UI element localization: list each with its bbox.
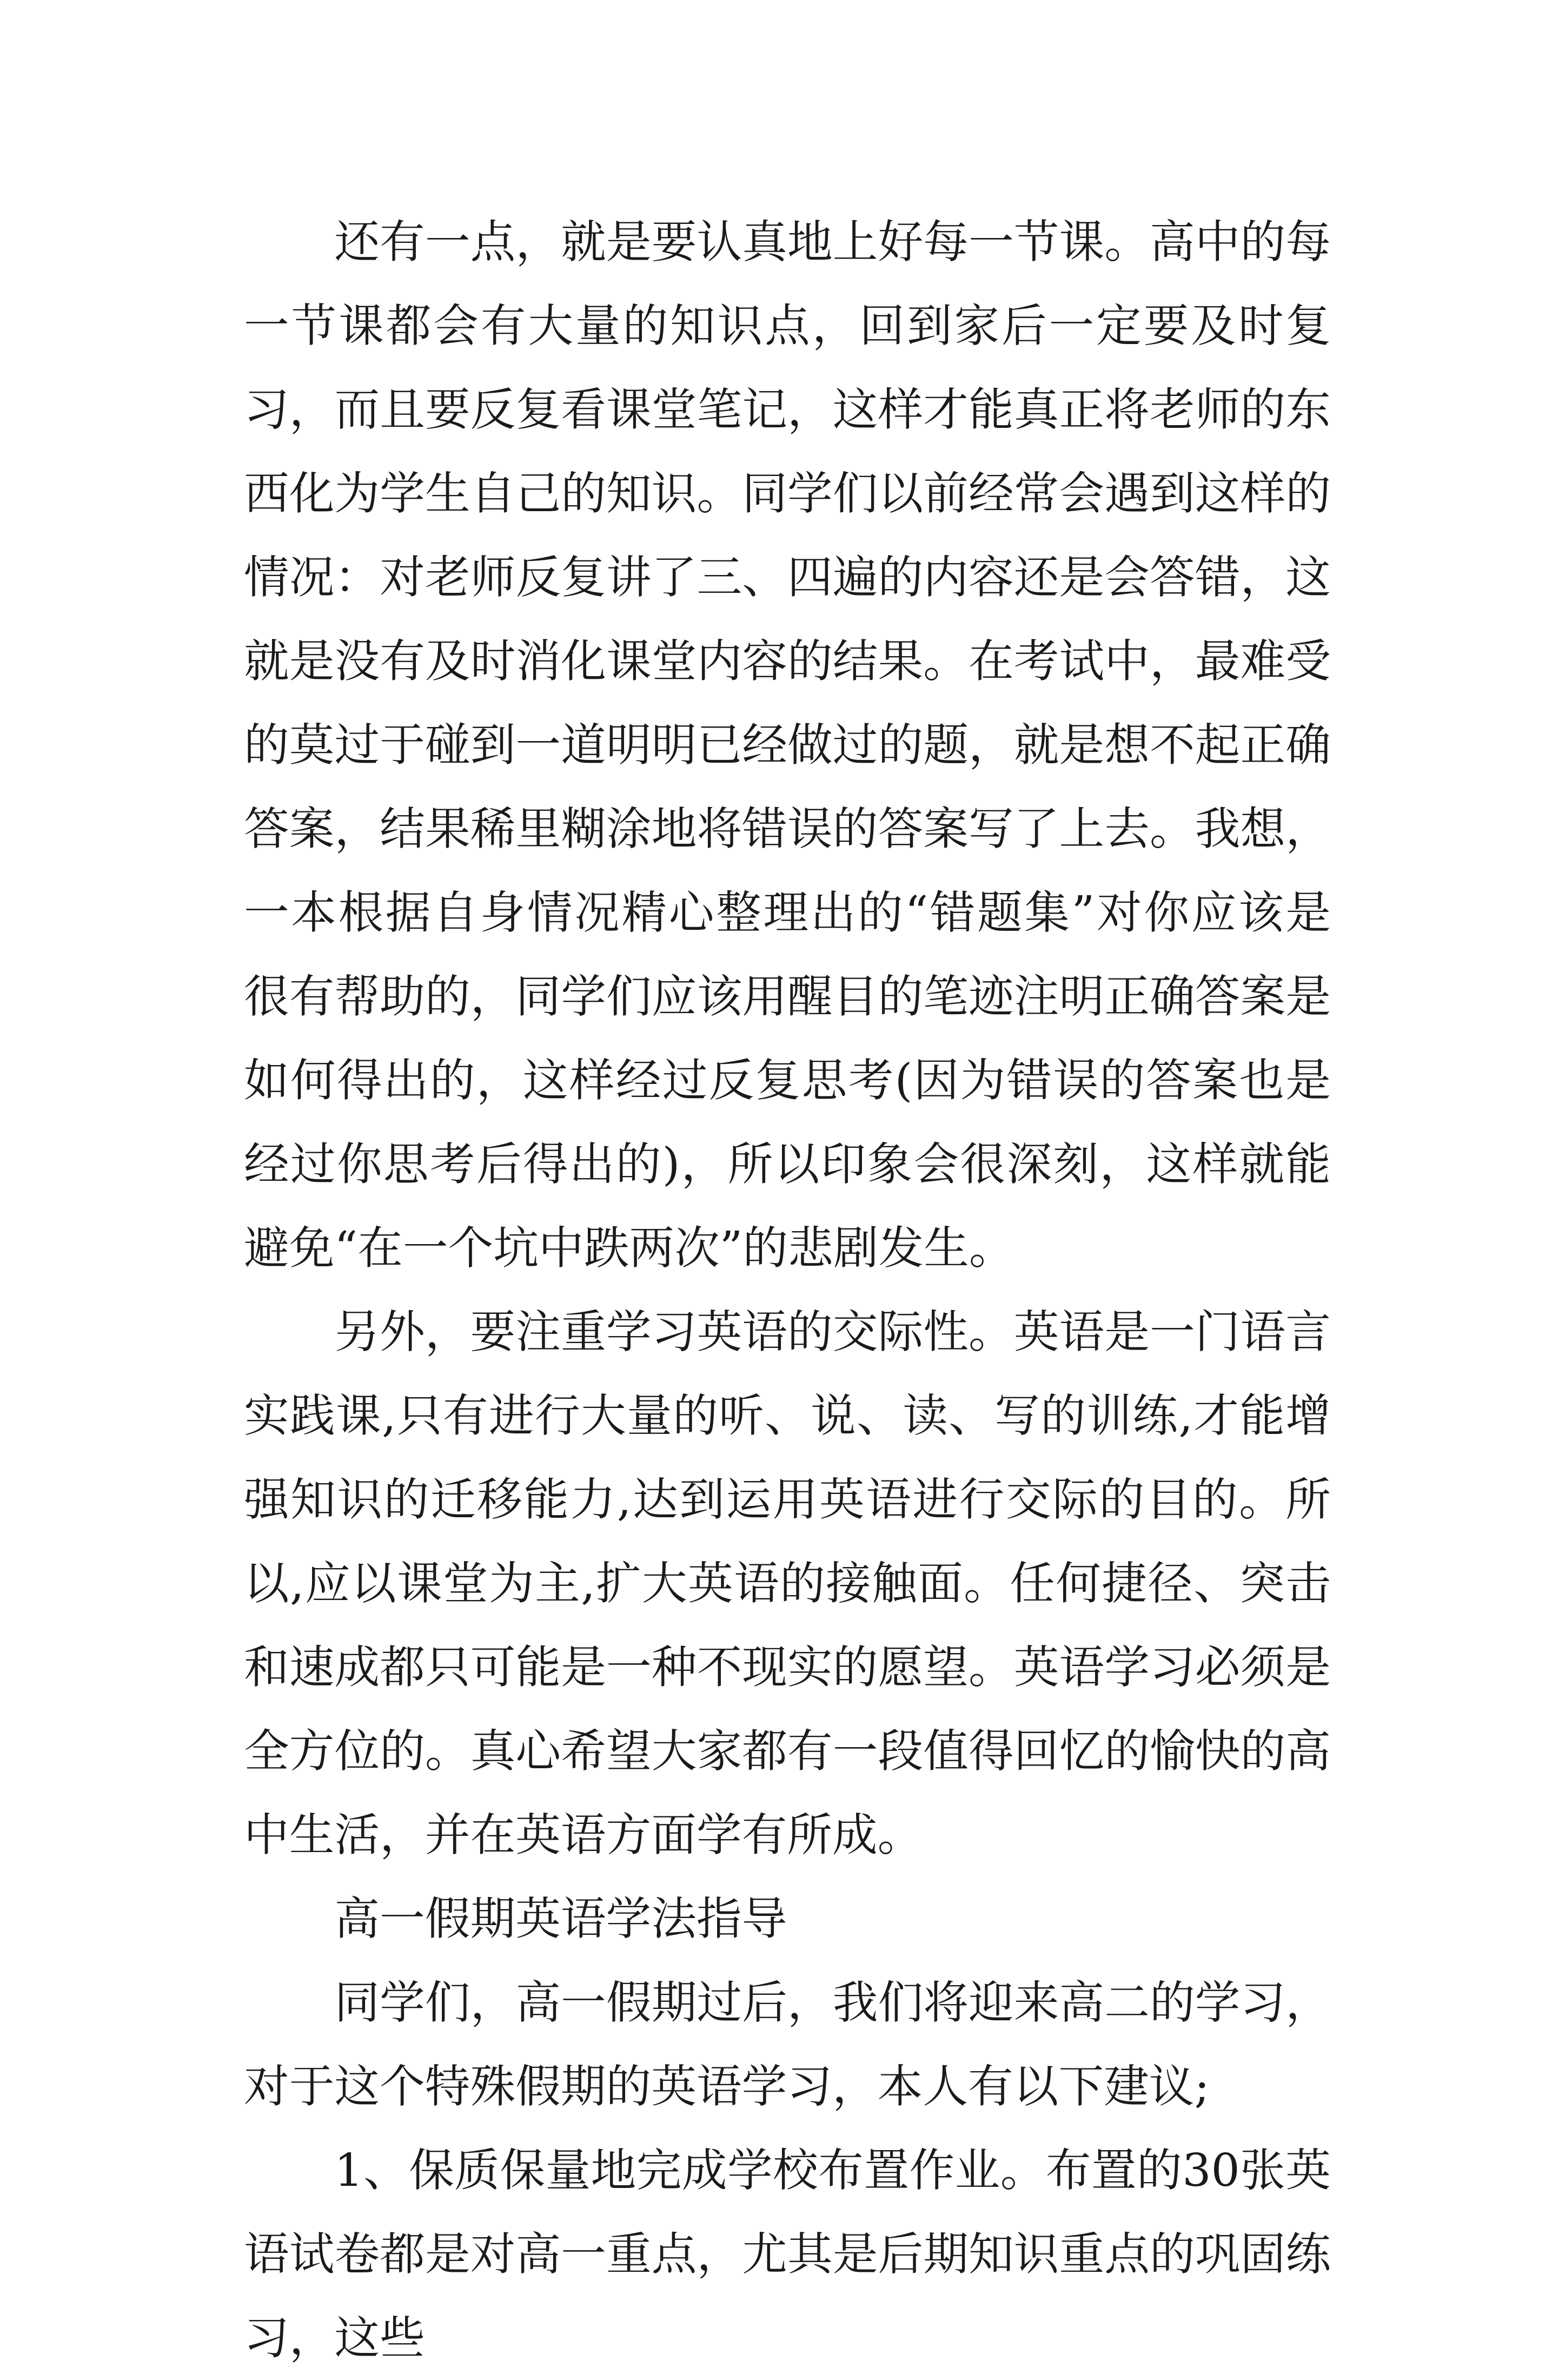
- document-body: [244, 200, 1331, 2380]
- paragraph-review-classes: 还有一点，就是要认真地上好每一节课。高中的每一节课都会有大量的知识点，回到家后一定要及时复习，而且要反复看课堂笔记，这样才能真正将老师的东西化为学生自己的知识。同学们以前经常会遇到这样的情况：对老师反复讲了三、四遍的内容还是会答错，这就是没有及时消化课堂内容的结果。在考试中，最难受的莫过于碰到一道明明已经做过的题，就是想不起正确答案，结果稀里糊涂地将错误的答案写了上去。我想，一本根据自身情况精心整理出的“错题集”对你应该是很有帮助的，同学们应该用醒目的笔迹注明正确答案是如何得出的，这样经过反复思考(因为错误的答案也是经过你思考后得出的)，所以印象会很深刻，这样就能避免“在一个坑中跌两次”的悲剧发生。: [244, 215, 1331, 1274]
- paragraph-suggestion-1: 1、保质保量地完成学校布置作业。布置的30张英语试卷都是对高一重点，尤其是后期知识重点的巩固练习，这些: [244, 2144, 1331, 2364]
- paragraph-communication: 另外，要注重学习英语的交际性。英语是一门语言实践课,只有进行大量的听、说、读、写的训练,才能增强知识的迁移能力,达到运用英语进行交际的目的。所以,应以课堂为主,扩大英语的接触面。任何捷径、突击和速成都只可能是一种不现实的愿望。英语学习必须是全方位的。真心希望大家都有一段值得回忆的愉快的高中生活，并在英语方面学有所成。: [244, 1305, 1331, 1861]
- section-heading: 高一假期英语学法指导: [334, 1892, 787, 1945]
- paragraph-holiday-intro: 同学们，高一假期过后，我们将迎来高二的学习，对于这个特殊假期的英语学习，本人有以下建议;: [244, 1976, 1331, 2113]
